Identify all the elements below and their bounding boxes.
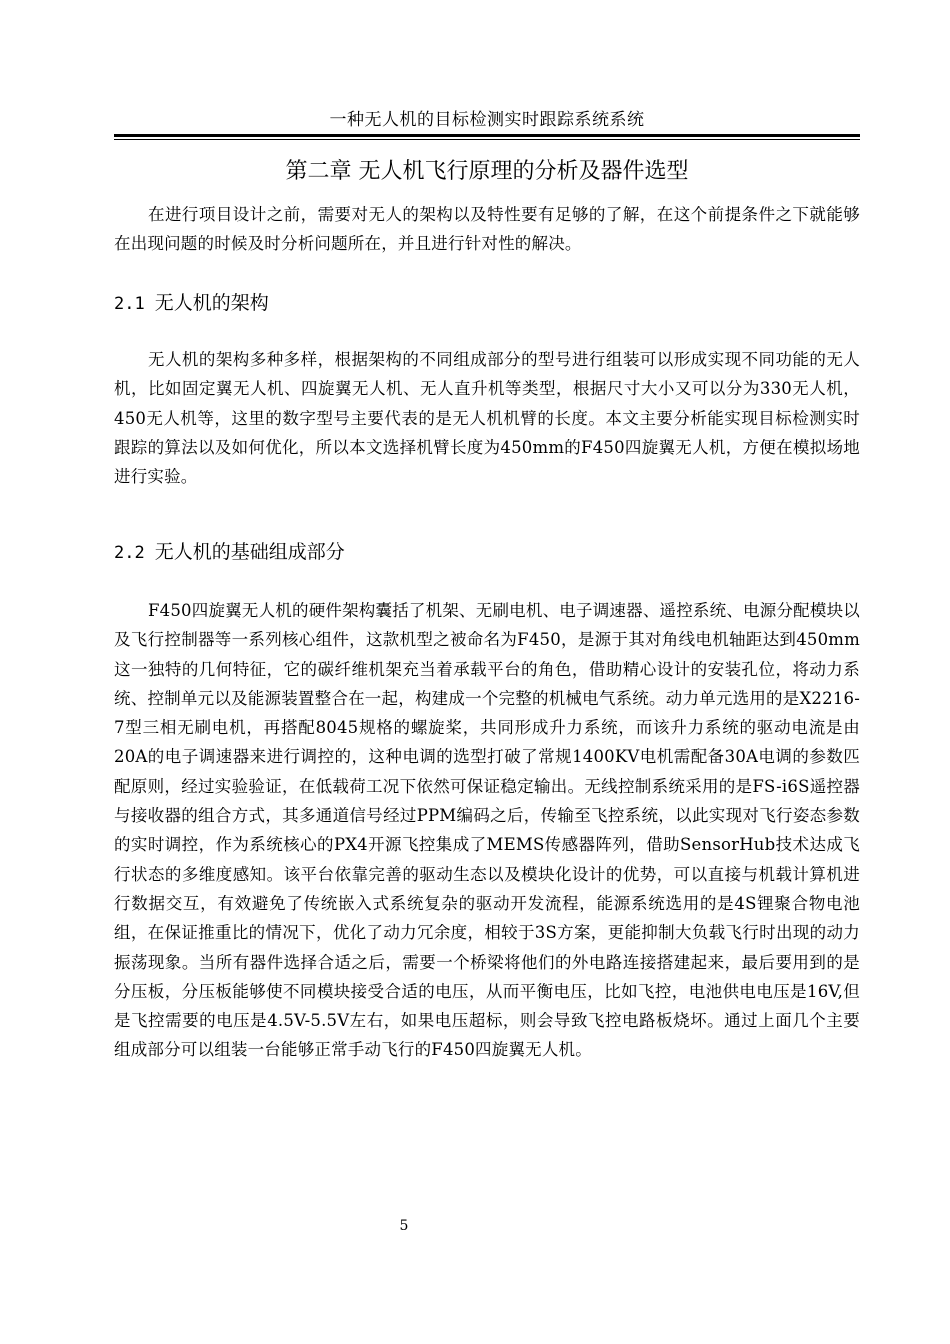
chapter-title: 第二章 无人机飞行原理的分析及器件选型 <box>285 159 689 184</box>
section-heading-2-1 <box>114 289 860 318</box>
page-number: 5 <box>399 1218 409 1234</box>
section-title: 无人机的架构 <box>154 292 269 314</box>
section-number: 2.2 <box>114 543 145 563</box>
section-2-2-paragraph: F450四旋翼无人机的硬件架构囊括了机架、无刷电机、电子调速器、遥控系统、电源分配模块以及飞行控制器等一系列核心组件，这款机型之被命名为F450，是源于其对角线电机轴距达到450mm这一独特的几何特征，它的碳纤维机架充当着承载平台的角色，借助精心设计的安装孔位，将动力系统、控制单元以及能源装置整合在一起，构建成一个完整的机械电气系统。动力单元选用的是X2216-7型三相无刷电机，再搭配8045规格的螺旋桨，共同形成升力系统，而该升力系统的驱动电流是由20A的电子调速器来进行调控的，这种电调的选型打破了常规1400KV电机需配备30A电调的参数匹配原则，经过实验验证，在低载荷工况下依然可保证稳定输出。无线控制系统采用的是FS-i6S遥控器与接收器的组合方式，其多通道信号经过PPM编码之后，传输至飞控系统，以此实现对飞行姿态参数的实时调控，作为系统核心的PX4开源飞控集成了MEMS传感器阵列，借助SensorHub技术达成飞行状态的多维度感知。该平台依靠完善的驱动生态以及模块化设计的优势，可以直接与机载计算机进行数据交互，有效避免了传统嵌入式系统复杂的驱动开发流程，能源系统选用的是4S锂聚合物电池组，在保证推重比的情况下，优化了动力冗余度，相较于3S方案，更能抑制大负载飞行时出现的动力振荡现象。当所有器件选择合适之后，需要一个桥梁将他们的外电路连接搭建起来，最后要用到的是分压板，分压板能够使不同模块接受合适的电压，从而平衡电压，比如飞控，电池供电电压是16V,但是飞控需要的电压是4.5V-5.5V左右，如果电压超标，则会导致飞控电路板烧坏。通过上面几个主要组成部分可以组装一台能够正常手动飞行的F450四旋翼无人机。 <box>114 601 860 1060</box>
header-rule-thick <box>114 134 860 137</box>
section-heading-2-2 <box>114 538 860 567</box>
chapter-intro-paragraph: 在进行项目设计之前，需要对无人的架构以及特性要有足够的了解，在这个前提条件之下就能够在出现问题的时候及时分析问题所在，并且进行针对性的解决。 <box>114 205 860 254</box>
header-rule-thin <box>114 139 860 140</box>
section-title: 无人机的基础组成部分 <box>154 541 345 563</box>
section-number: 2.1 <box>114 294 145 314</box>
section-2-1-paragraph: 无人机的架构多种多样，根据架构的不同组成部分的型号进行组装可以形成实现不同功能的无人机，比如固定翼无人机、四旋翼无人机、无人直升机等类型，根据尺寸大小又可以分为330无人机，450无人机等，这里的数字型号主要代表的是无人机机臂的长度。本文主要分析能实现目标检测实时跟踪的算法以及如何优化，所以本文选择机臂长度为450mm的F450四旋翼无人机，方便在模拟场地进行实验。 <box>114 350 860 487</box>
running-header: 一种无人机的目标检测实时跟踪系统系统 <box>329 110 645 130</box>
